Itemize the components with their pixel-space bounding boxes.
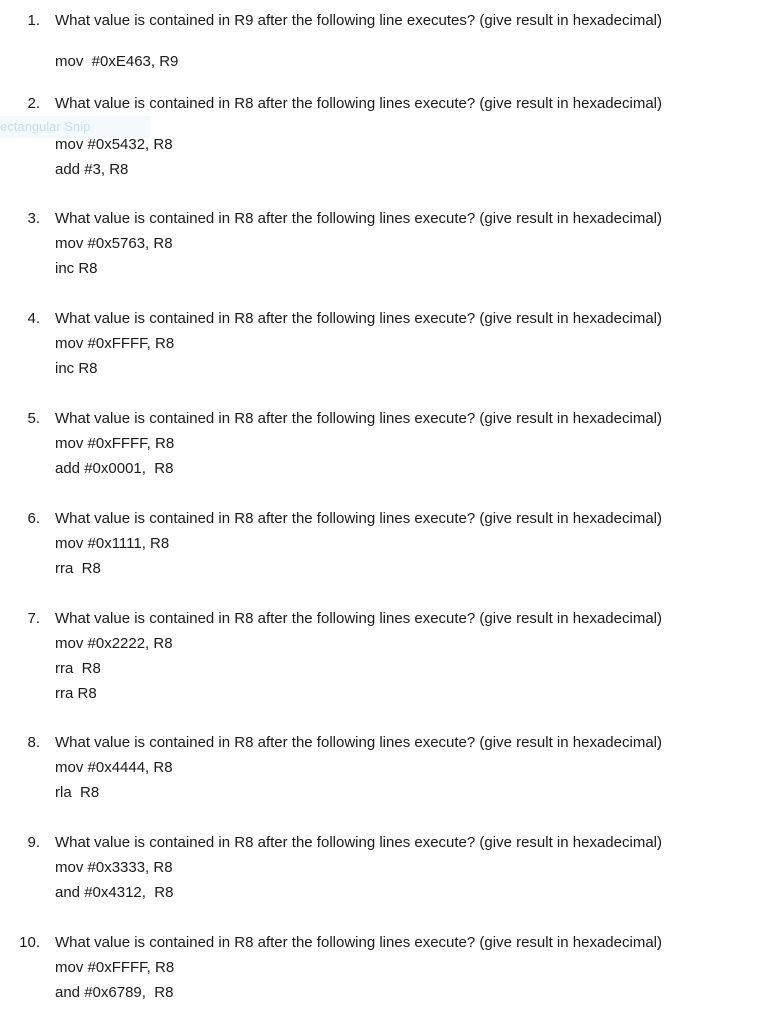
code-line: rra R8 — [55, 685, 97, 702]
question-number: 3. — [27, 210, 40, 227]
snip-tool-label: ectangular Snip — [0, 116, 150, 138]
code-line: inc R8 — [55, 260, 98, 277]
code-line: add #0x0001, R8 — [55, 460, 174, 477]
code-line: mov #0xFFFF, R8 — [55, 959, 175, 976]
code-line: mov #0x5763, R8 — [55, 235, 173, 252]
question-text: What value is contained in R8 after the following lines execute? (give result in hexadecimal) — [55, 610, 662, 627]
question-number: 2. — [27, 95, 40, 112]
code-line: mov #0xFFFF, R8 — [55, 435, 175, 452]
code-line: mov #0x1111, R8 — [55, 535, 170, 552]
question-text: What value is contained in R8 after the following lines execute? (give result in hexadecimal) — [55, 410, 662, 427]
question-text: What value is contained in R8 after the following lines execute? (give result in hexadecimal) — [55, 510, 662, 527]
code-line: add #3, R8 — [55, 161, 129, 178]
code-line: mov #0x5432, R8 — [55, 136, 173, 153]
code-line: and #0x6789, R8 — [55, 984, 174, 1001]
code-line: rra R8 — [55, 660, 101, 677]
question-text: What value is contained in R8 after the following lines execute? (give result in hexadecimal) — [55, 834, 662, 851]
question-text: What value is contained in R9 after the following line executes? (give result in hexadecimal) — [55, 12, 662, 29]
question-text: What value is contained in R8 after the following lines execute? (give result in hexadecimal) — [55, 934, 662, 951]
question-number: 4. — [27, 310, 40, 327]
code-line: inc R8 — [55, 360, 98, 377]
code-line: rra R8 — [55, 560, 101, 577]
code-line: mov #0x4444, R8 — [55, 759, 173, 776]
question-number: 10. — [19, 934, 40, 951]
question-number: 1. — [27, 12, 40, 29]
question-number: 7. — [27, 610, 40, 627]
question-text: What value is contained in R8 after the following lines execute? (give result in hexadecimal) — [55, 310, 662, 327]
question-number: 8. — [27, 734, 40, 751]
question-number: 9. — [27, 834, 40, 851]
code-line: mov #0xE463, R9 — [55, 53, 179, 70]
code-line: rla R8 — [55, 784, 100, 801]
code-line: mov #0xFFFF, R8 — [55, 335, 175, 352]
question-text: What value is contained in R8 after the following lines execute? (give result in hexadecimal) — [55, 95, 662, 112]
code-line: mov #0x2222, R8 — [55, 635, 173, 652]
question-number: 5. — [27, 410, 40, 427]
question-number: 6. — [27, 510, 40, 527]
code-line: and #0x4312, R8 — [55, 884, 174, 901]
question-text: What value is contained in R8 after the following lines execute? (give result in hexadecimal) — [55, 734, 662, 751]
question-text: What value is contained in R8 after the following lines execute? (give result in hexadecimal) — [55, 210, 662, 227]
code-line: mov #0x3333, R8 — [55, 859, 173, 876]
